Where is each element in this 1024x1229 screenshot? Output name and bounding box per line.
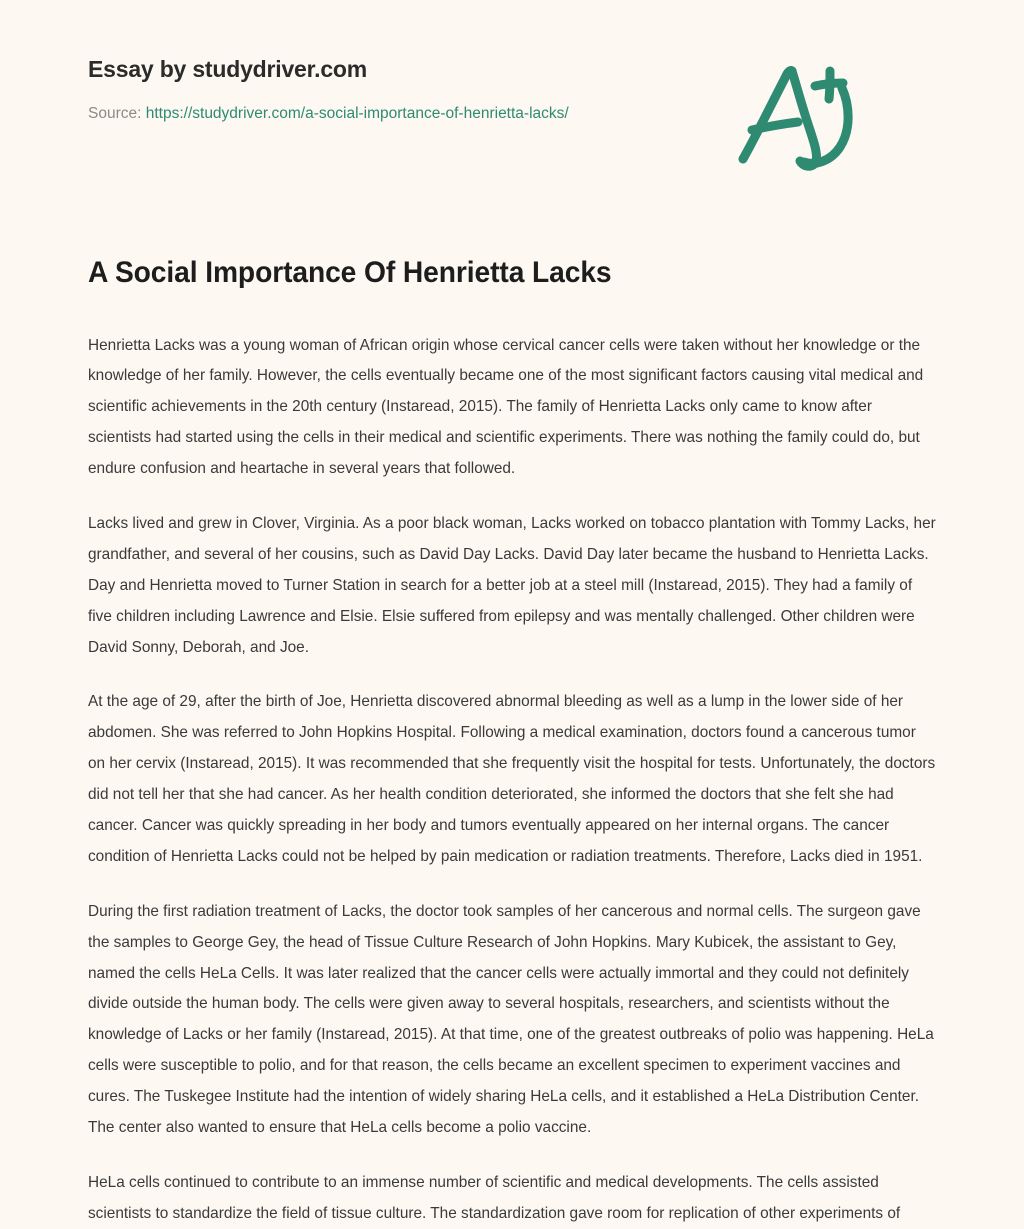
essay-by-heading: Essay by studydriver.com [88, 56, 368, 82]
page-title: A Social Importance Of Henrietta Lacks [88, 256, 612, 289]
a-plus-logo [730, 58, 860, 173]
article-paragraph: HeLa cells continued to contribute to an immense number of scientific and medical developments. The cells assisted scientists to standardize the field of tissue culture. The standardization gave room for replication of other experiments of [88, 1172, 901, 1222]
page-header [88, 0, 936, 170]
source-label: Source: [88, 104, 142, 122]
article-paragraph: During the first radiation treatment of Lacks, the doctor took samples of her cancerous and normal cells. The surgeon gave the samples to George Gey, the head of Tissue Culture Research of John Hopkins. Mary Kubicek, the assistant to Gey, named the cells HeLa Cells. It was later realized that the cancer cells were actually immortal and they could not definitely divide outside the human body. The cells were given away to several hospitals, researchers, and scientists without the knowledge of Lacks or her family (Instaread, 2015). At that time, one of the greatest outbreaks of polio was happening. HeLa cells were susceptible to polio, and for that reason, the cells became an excellent specimen to experiment vaccines and cures. The Tuskegee Institute had the intention of widely sharing HeLa cells, and it established a HeLa Distribution Center. The center also wanted to ensure that HeLa cells become a polio vaccine. [88, 901, 934, 1136]
article-paragraph: Henrietta Lacks was a young woman of African origin whose cervical cancer cells were taken without her knowledge or the knowledge of her family. However, the cells eventually became one of the most significant factors causing vital medical and scientific achievements in the 20th century (Instaread, 2015). The family of Henrietta Lacks only came to know after scientists had started using the cells in their medical and scientific experiments. There was nothing the family could do, but endure confusion and heartache in several years that followed. [88, 335, 924, 478]
article-paragraph: Lacks lived and grew in Clover, Virginia. As a poor black woman, Lacks worked on tobacco plantation with Tommy Lacks, her grandfather, and several of her cousins, such as David Day Lacks. David Day later became the husband to Henrietta Lacks. Day and Henrietta moved to Turner Station in search for a better job at a steel mill (Instaread, 2015). They had a family of five children including Lawrence and Elsie. Elsie suffered from epilepsy and was mentally challenged. Other children were David Sonny, Deborah, and Joe. [88, 513, 936, 656]
article-paragraph: At the age of 29, after the birth of Joe, Henrietta discovered abnormal bleeding as well as a lump in the lower side of her abdomen. She was referred to John Hopkins Hospital. Following a medical examination, doctors found a cancerous tumor on her cervix (Instaread, 2015). It was recommended that she frequently visit the hospital for tests. Unfortunately, the doctors did not tell her that she had cancer. As her health condition deteriorated, she informed the doctors that she felt she had cancer. Cancer was quickly spreading in her body and tumors eventually appeared on her internal organs. The cancer condition of Henrietta Lacks could not be helped by pain medication or radiation treatments. Therefore, Lacks died in 1951. [88, 692, 936, 865]
article [88, 170, 936, 1229]
source-url-link[interactable]: https://studydriver.com/a-social-importance-of-henrietta-lacks/ [145, 104, 569, 122]
article-body [88, 330, 936, 1229]
a-plus-logo-icon [730, 58, 860, 173]
